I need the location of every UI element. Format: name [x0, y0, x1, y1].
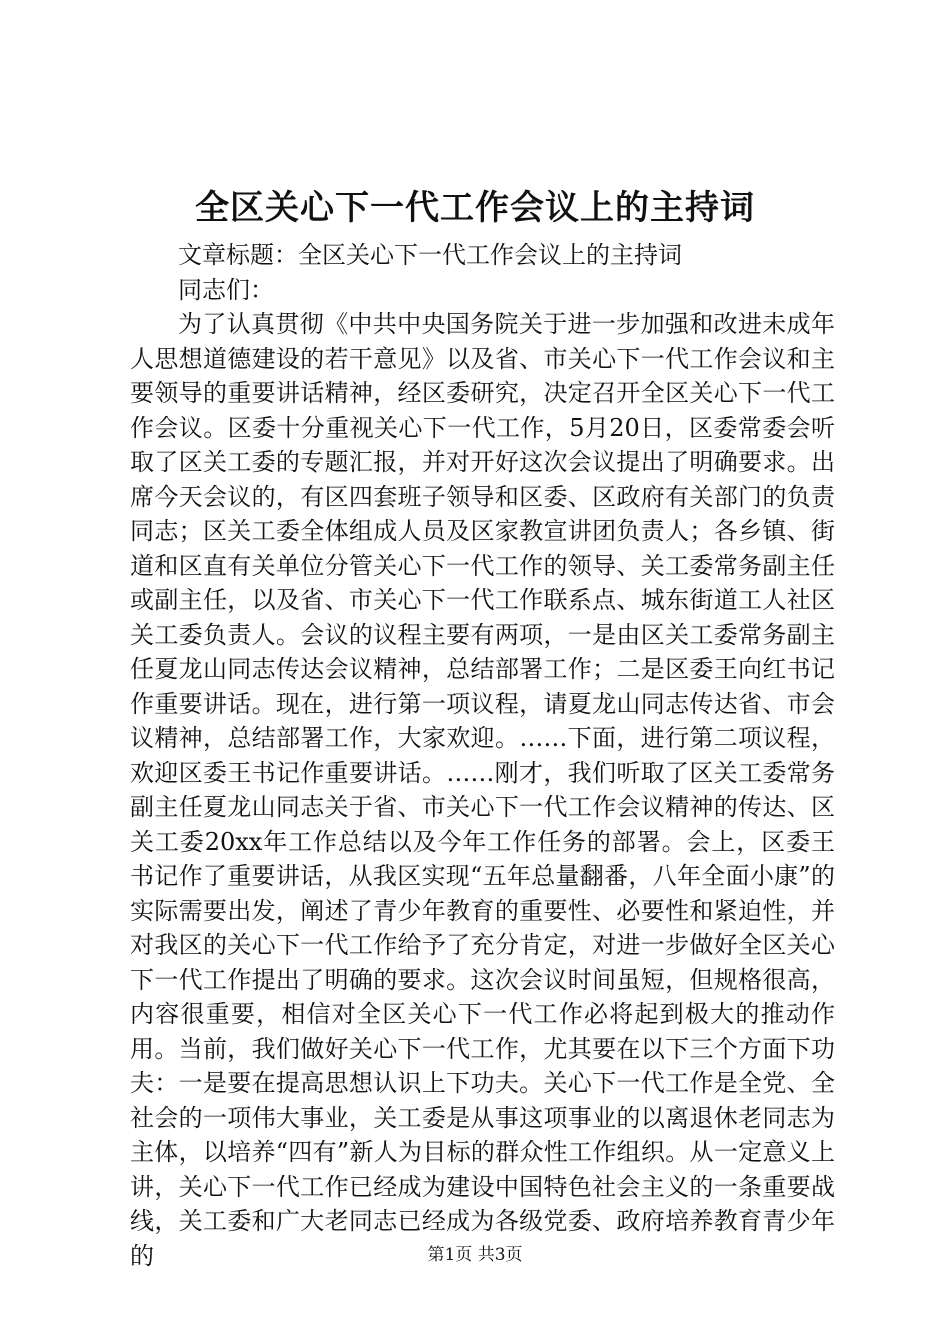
document-body [130, 238, 835, 1273]
page-footer: 第1页 共3页 [427, 1245, 523, 1265]
document-title: 全区关心下一代工作会议上的主持词 [195, 188, 755, 228]
body-paragraph: 为了认真贯彻《中共中央国务院关于进一步加强和改进未成年人思想道德建设的若干意见》以及省、市关心下一代工作会议和主要领导的重要讲话精神，经区委研究，决定召开全区关心下一代工作会议。区委十分重视关心下一代工作，5月20日，区委常委会听取了区关工委的专题汇报，并对开好这次会议提出了明确要求。出席今天会议的，有区四套班子领导和区委、区政府有关部门的负责同志；区关工委全体组成人员及区家教宣讲团负责人；各乡镇、街道和区直有关单位分管关心下一代工作的领导、关工委常务副主任或副主任，以及省、市关心下一代工作联系点、城东街道工人社区关工委负责人。会议的议程主要有两项，一是由区关工委常务副主任夏龙山同志传达会议精神，总结部署工作；二是区委王向红书记作重要讲话。现在，进行第一项议程，请夏龙山同志传达省、市会议精神，总结部署工作，大家欢迎。……下面，进行第二项议程，欢迎区委王书记作重要讲话。……刚才，我们听取了区关工委常务副主任夏龙山同志关于省、市关心下一代工作会议精神的传达、区关工委20xx年工作总结以及今年工作任务的部署。会上，区委王书记作了重要讲话，从我区实现“五年总量翻番，八年全面小康”的实际需要出发，阐述了青少年教育的重要性、必要性和紧迫性，并对我区的关心下一代工作给予了充分肯定，对进一步做好全区关心下一代工作提出了明确的要求。这次会议时间虽短，但规格很高，内容很重要，相信对全区关心下一代工作必将起到极大的推动作用。当前，我们做好关心下一代工作，尤其要在以下三个方面下功夫：一是要在提高思想认识上下功夫。关心下一代工作是全党、全社会的一项伟大事业，关工委是从事这项事业的以离退休老同志为主体，以培养“四有”新人为目标的群众性工作组织。从一定意义上讲，关心下一代工作已经成为建设中国特色社会主义的一条重要战线，关工委和广大老同志已经成为各级党委、政府培养教育青少年的 [130, 310, 835, 1270]
article-title-line: 文章标题：全区关心下一代工作会议上的主持词 [178, 241, 682, 269]
greeting-line: 同志们： [178, 275, 274, 304]
